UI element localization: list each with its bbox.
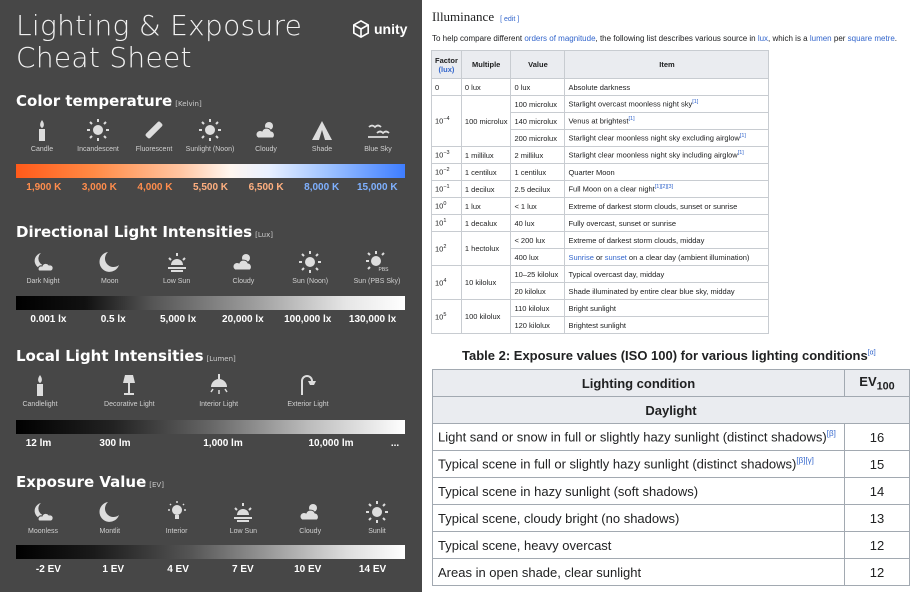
icon-label: Cloudy — [232, 278, 255, 285]
value-label: 1 EV — [102, 564, 125, 575]
factor-cell: $10^1$ — [432, 215, 462, 232]
cloudy-item — [238, 118, 294, 153]
icon-label: Moonless — [28, 528, 58, 535]
value-label: 5,500 K — [193, 182, 229, 193]
value-cell: 200 microlux — [511, 130, 565, 147]
table-row — [432, 266, 769, 283]
ev-cell: 12 — [845, 559, 910, 586]
ev-cell: 12 — [845, 532, 910, 559]
blue-sky-item — [350, 118, 406, 153]
factor-cell: $10^0$ — [432, 198, 462, 215]
section-title: Exposure Value — [16, 473, 147, 491]
value-cell: 20 kilolux — [511, 283, 565, 300]
table-row — [433, 451, 910, 478]
item-cell: Sunrise or sunset on a clear day (ambient illumination) — [565, 249, 769, 266]
value-cell: 0 lux — [511, 79, 565, 96]
icon-label: Candle — [30, 146, 54, 153]
cloud-sun-icon — [254, 118, 278, 142]
ev-cell: 15 — [845, 451, 910, 478]
icon-label: Interior Light — [199, 401, 239, 408]
edit-link[interactable]: [ edit ] — [500, 16, 520, 23]
value-cell: 110 kilolux — [511, 300, 565, 317]
sun-noon-item — [281, 250, 339, 285]
brand-label: unity — [374, 21, 408, 37]
multiple-cell: 10 kilolux — [461, 266, 511, 300]
value-label: 15,000 K — [356, 182, 398, 193]
factor-cell: 0 — [432, 79, 462, 96]
low-sun-item — [214, 500, 272, 535]
icon-label: Decorative Light — [104, 401, 155, 408]
local-heading — [16, 347, 236, 365]
interior-item — [148, 500, 206, 535]
directional-icons — [14, 250, 406, 285]
lux-link[interactable]: lux — [757, 34, 769, 43]
section-unit: [Kelvin] — [175, 100, 202, 108]
value-label: 0.5 lx — [100, 314, 126, 325]
condition-cell — [433, 559, 845, 586]
factor-cell: $10^{-3}$ — [432, 147, 462, 164]
intro-text: , the following list describes various source in — [595, 34, 758, 43]
light-bulb-icon — [165, 500, 189, 524]
moonless-item — [14, 500, 72, 535]
incandescent-item — [70, 118, 126, 153]
condition-text: Typical scene, cloudy bright (no shadows) — [438, 510, 680, 526]
condition-text: Typical scene in full or slightly hazy sunlight (distinct shadows) — [438, 456, 797, 472]
fluorescent-item — [126, 118, 182, 153]
value-cell: < 200 lux — [511, 232, 565, 249]
low-sun-item — [148, 250, 206, 285]
title-line-1: Lighting & Exposure — [16, 9, 303, 42]
exposure-heading — [16, 473, 164, 491]
cloud-sun-icon — [298, 500, 322, 524]
icon-label: Sun (PBS Sky) — [353, 278, 401, 285]
value-cell: 1 centilux — [511, 164, 565, 181]
value-cell: 40 lux — [511, 215, 565, 232]
table-row — [433, 532, 910, 559]
condition-cell — [433, 532, 845, 559]
color-temperature-values — [16, 182, 405, 193]
value-label: 14 EV — [358, 564, 387, 575]
value-label: 10 EV — [294, 564, 322, 575]
value-label: 1,000 lm — [203, 438, 243, 449]
value-label: 3,000 K — [81, 182, 117, 193]
value-cell: 140 microlux — [511, 113, 565, 130]
item-cell: Starlight overcast moonless night sky[1] — [565, 96, 769, 113]
citation-link[interactable]: [1] — [628, 116, 635, 123]
item-cell: Brightest sunlight — [565, 317, 769, 334]
value-cell: 100 microlux — [511, 96, 565, 113]
lamp-icon — [117, 373, 141, 397]
illuminance-table — [431, 50, 769, 334]
intro-text: , which is a — [768, 34, 810, 43]
multiple-cell: 1 millilux — [461, 147, 511, 164]
value-cell: < 1 lux — [511, 198, 565, 215]
value-label: 0.001 lx — [30, 314, 67, 325]
icon-label: Interior — [165, 528, 188, 535]
ev-label: EV — [859, 373, 877, 389]
table-row — [433, 424, 910, 451]
item-header: Item — [565, 51, 769, 79]
illuminance-intro — [432, 34, 897, 43]
icon-label: Cloudy — [299, 528, 322, 535]
value-label: 12 lm — [25, 438, 52, 449]
icon-label: Dark Night — [26, 278, 60, 285]
exposure-values — [16, 564, 405, 575]
caption-text: Table 2: Exposure values (ISO 100) for various lighting conditions — [462, 348, 868, 363]
factor-header — [432, 51, 462, 79]
section-unit: [Lumen] — [206, 355, 236, 363]
citation-link[interactable]: [1] — [737, 150, 744, 157]
icon-label: Low Sun — [162, 278, 191, 285]
intro-text: . — [894, 34, 898, 43]
sun-icon — [298, 250, 322, 274]
item-cell: Quarter Moon — [565, 164, 769, 181]
fluorescent-tube-icon — [142, 118, 166, 142]
icon-label: Moon — [101, 278, 119, 285]
shade-tent-icon — [310, 118, 334, 142]
value-label: 6,500 K — [248, 182, 284, 193]
table-row — [433, 505, 910, 532]
lux-link[interactable]: (lux) — [438, 64, 455, 74]
title-line-2: Cheat Sheet — [16, 41, 192, 74]
section-unit: [Lux] — [255, 231, 273, 239]
value-cell: 400 lux — [511, 249, 565, 266]
unity-cube-icon — [352, 20, 370, 38]
candle-item — [14, 118, 70, 153]
table-header-row — [433, 370, 910, 397]
condition-text: Areas in open shade, clear sunlight — [438, 564, 642, 580]
item-cell: Shade illuminated by entire clear blue sky, midday — [565, 283, 769, 300]
multiple-cell: 100 microlux — [461, 96, 511, 147]
intro-text: To help compare different — [432, 34, 525, 43]
table-header-row — [432, 51, 769, 79]
candlelight-item — [9, 373, 71, 408]
sunlit-item — [348, 500, 406, 535]
table-row — [432, 147, 769, 164]
item-cell: Extreme of darkest storm clouds, sunset or sunrise — [565, 198, 769, 215]
group-row — [433, 397, 910, 424]
sun-icon — [198, 118, 222, 142]
icon-label: Montlit — [99, 528, 121, 535]
table-row — [433, 478, 910, 505]
sun-icon — [365, 500, 389, 524]
citation-link[interactable]: [1][2][3] — [654, 184, 674, 191]
directional-values — [16, 314, 405, 325]
ev-cell: 13 — [845, 505, 910, 532]
item-cell: Extreme of darkest storm clouds, midday — [565, 232, 769, 249]
candle-icon — [30, 118, 54, 142]
value-label: 100,000 lx — [284, 314, 332, 325]
value-label: 5,000 lx — [159, 314, 197, 325]
note-link[interactable]: [β][γ] — [796, 456, 814, 466]
value-cell: 10–25 kilolux — [511, 266, 565, 283]
heading-text: Illuminance — [432, 9, 495, 24]
cheat-sheet-title — [16, 10, 302, 74]
cloud-sun-icon — [231, 250, 255, 274]
daylight-group-header: Daylight — [433, 397, 910, 424]
directional-heading — [16, 223, 273, 241]
item-cell: Typical overcast day, midday — [565, 266, 769, 283]
sunset-icon — [165, 250, 189, 274]
condition-text: Light sand or snow in full or slightly hazy sunlight (distinct shadows) — [438, 429, 827, 445]
sunset-link[interactable]: sunset — [604, 252, 627, 262]
multiple-cell: 0 lux — [461, 79, 511, 96]
section-title: Directional Light Intensities — [16, 223, 253, 241]
item-cell: Starlight clear moonless night sky excluding airglow[1] — [565, 130, 769, 147]
cloudy-item — [281, 500, 339, 535]
orders-of-magnitude-link[interactable]: orders of magnitude — [524, 34, 596, 43]
local-icons — [9, 373, 339, 408]
item-cell: Starlight clear moonless night sky including airglow[1] — [565, 147, 769, 164]
ev-cell: 16 — [845, 424, 910, 451]
header-label: Factor — [435, 55, 458, 65]
icon-label: Sun (Noon) — [292, 278, 329, 285]
table-row — [432, 79, 769, 96]
sunrise-link[interactable]: Sunrise — [568, 252, 594, 262]
value-label: 4,000 K — [137, 182, 173, 193]
value-header: Value — [511, 51, 565, 79]
table-row — [432, 181, 769, 198]
value-cell: 2.5 decilux — [511, 181, 565, 198]
note-link[interactable]: [β] — [826, 429, 836, 439]
sun-pbs-icon — [365, 250, 389, 274]
table-row — [432, 215, 769, 232]
color-temperature-icons — [14, 118, 406, 153]
item-cell: Venus at brightest[1] — [565, 113, 769, 130]
interior-light-item — [188, 373, 250, 408]
icon-label: Exterior Light — [287, 401, 329, 408]
icon-label: Sunlit — [368, 528, 386, 535]
value-cell: 2 millilux — [511, 147, 565, 164]
caption-note-link[interactable]: [α] — [867, 349, 876, 357]
value-label: 300 lm — [99, 438, 131, 449]
citation-link[interactable]: [1] — [739, 133, 746, 140]
moon-cloud-icon — [31, 250, 55, 274]
moon-icon — [98, 250, 122, 274]
condition-cell — [433, 451, 845, 478]
multiple-cell: 1 centilux — [461, 164, 511, 181]
icon-label: Candlelight — [22, 401, 58, 408]
multiple-cell: 1 decalux — [461, 215, 511, 232]
multiple-cell: 100 kilolux — [461, 300, 511, 334]
condition-cell — [433, 424, 845, 451]
shade-item — [294, 118, 350, 153]
value-label: -2 EV — [35, 564, 61, 575]
lighting-condition-header: Lighting condition — [433, 370, 845, 397]
icon-label: Blue Sky — [364, 146, 392, 153]
lumen-link[interactable]: lumen — [809, 34, 832, 43]
multiple-cell: 1 lux — [461, 198, 511, 215]
wiki-panel — [422, 0, 920, 592]
value-label: 4 EV — [167, 564, 189, 575]
decorative-light-item — [98, 373, 160, 408]
value-label: 7 EV — [232, 564, 254, 575]
street-lamp-icon — [296, 373, 320, 397]
illuminance-heading — [432, 9, 519, 25]
item-cell: Bright sunlight — [565, 300, 769, 317]
table-row — [432, 164, 769, 181]
factor-cell: $10^{-1}$ — [432, 181, 462, 198]
dark-night-item — [14, 250, 72, 285]
ev-subscript: 100 — [876, 380, 895, 393]
value-label: 20,000 lx — [222, 314, 264, 325]
factor-cell: $10^5$ — [432, 300, 462, 334]
directional-gradient-bar — [16, 296, 405, 310]
icon-label: Low Sun — [229, 528, 258, 535]
factor-cell: $10^{-2}$ — [432, 164, 462, 181]
icon-label: Incandescent — [77, 146, 119, 153]
cloudy-item — [214, 250, 272, 285]
intro-text: per — [831, 34, 848, 43]
condition-cell — [433, 478, 845, 505]
moon-icon — [98, 500, 122, 524]
multiple-header: Multiple — [461, 51, 511, 79]
exposure-gradient-bar — [16, 545, 405, 559]
table2-caption — [462, 348, 876, 363]
local-values — [16, 438, 405, 449]
exposure-values-table — [432, 369, 910, 586]
condition-text: Typical scene in hazy sunlight (soft shadows) — [438, 483, 699, 499]
item-cell: Absolute darkness — [565, 79, 769, 96]
sun-rays-icon — [86, 118, 110, 142]
square-metre-link[interactable]: square metre — [847, 34, 895, 43]
moon-item — [81, 250, 139, 285]
table-row — [432, 198, 769, 215]
sun-pbs-item — [348, 250, 406, 285]
ceiling-light-icon — [207, 373, 231, 397]
value-cell: 120 kilolux — [511, 317, 565, 334]
exposure-icons — [14, 500, 406, 535]
icon-label: Cloudy — [255, 146, 277, 153]
value-label: 10,000 lm — [308, 438, 354, 449]
value-label: ... — [390, 438, 400, 449]
factor-cell: $10^{-4}$ — [432, 96, 462, 147]
section-unit: [EV] — [149, 481, 164, 489]
multiple-cell: 1 hectolux — [461, 232, 511, 266]
condition-cell — [433, 505, 845, 532]
sunset-icon — [231, 500, 255, 524]
ev-cell: 14 — [845, 478, 910, 505]
unity-logo — [352, 20, 407, 38]
value-label: 8,000 K — [304, 182, 340, 193]
ev-header — [845, 370, 910, 397]
table-row — [432, 300, 769, 317]
table-row — [432, 96, 769, 113]
color-temperature-heading — [16, 92, 202, 110]
multiple-cell: 1 decilux — [461, 181, 511, 198]
item-cell: Full Moon on a clear night[1][2][3] — [565, 181, 769, 198]
factor-cell: $10^2$ — [432, 232, 462, 266]
icon-label: Sunlight (Noon) — [185, 146, 235, 153]
icon-label: Shade — [311, 146, 333, 153]
exterior-light-item — [277, 373, 339, 408]
icon-label: Fluorescent — [135, 146, 173, 153]
svg-text:PBS: PBS — [378, 267, 389, 273]
table-row — [433, 559, 910, 586]
moonlit-item — [81, 500, 139, 535]
item-cell: Fully overcast, sunset or sunrise — [565, 215, 769, 232]
sunlight-noon-item — [182, 118, 238, 153]
section-title: Local Light Intensities — [16, 347, 204, 365]
value-label: 1,900 K — [26, 182, 62, 193]
factor-cell: $10^4$ — [432, 266, 462, 300]
section-title: Color temperature — [16, 92, 173, 110]
citation-link[interactable]: [1] — [692, 99, 699, 106]
table-row — [432, 232, 769, 249]
color-temperature-gradient-bar — [16, 164, 405, 178]
value-label: 130,000 lx — [348, 314, 397, 325]
condition-text: Typical scene, heavy overcast — [438, 537, 612, 553]
birds-icon — [366, 118, 390, 142]
moon-cloud-icon — [31, 500, 55, 524]
cheat-sheet-panel — [0, 0, 422, 592]
local-gradient-bar — [16, 420, 405, 434]
candle-icon — [28, 373, 52, 397]
